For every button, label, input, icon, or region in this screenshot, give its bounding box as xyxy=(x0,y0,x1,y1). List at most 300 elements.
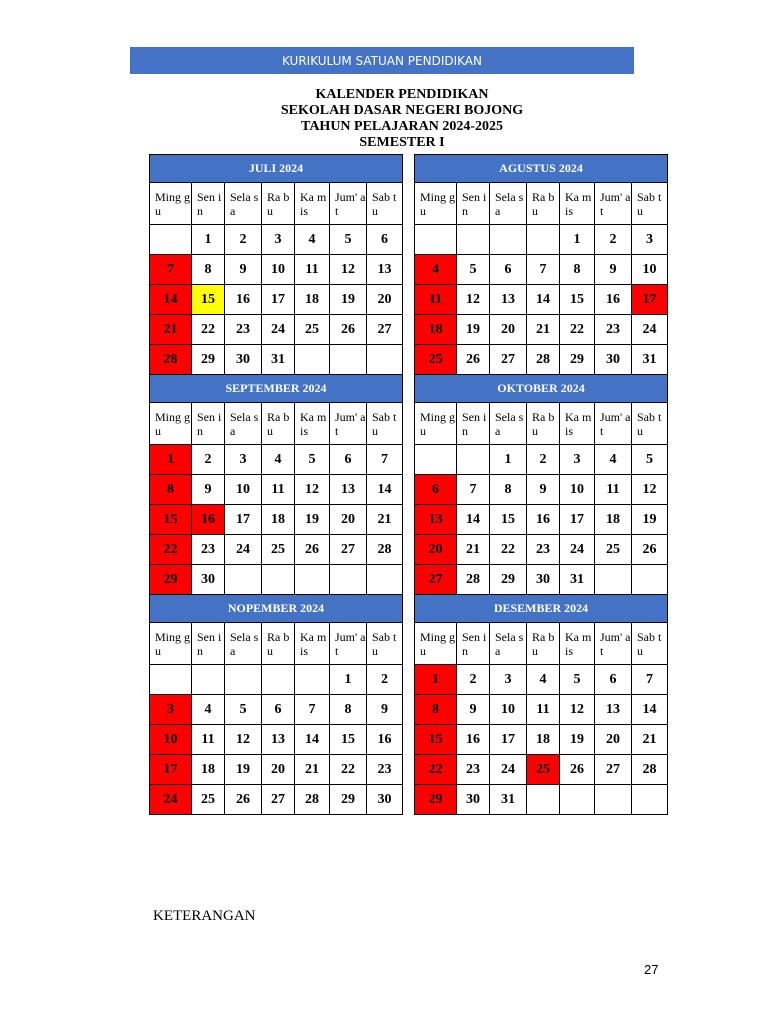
date-cell: 29 xyxy=(330,785,367,815)
date-cell: 2 xyxy=(192,445,225,475)
date-cell: 20 xyxy=(415,535,457,565)
week-row xyxy=(415,285,668,315)
date-cell: 29 xyxy=(490,565,527,595)
weekday-label: Sab tu xyxy=(367,403,403,445)
weekday-label: Ming gu xyxy=(150,183,192,225)
date-cell xyxy=(225,665,262,695)
date-cell: 3 xyxy=(632,225,668,255)
date-cell: 27 xyxy=(262,785,295,815)
date-cell: 7 xyxy=(150,255,192,285)
date-cell: 16 xyxy=(595,285,632,315)
weekday-label: Sen in xyxy=(192,403,225,445)
week-row xyxy=(150,445,403,475)
date-cell: 28 xyxy=(295,785,330,815)
date-cell: 30 xyxy=(225,345,262,375)
date-cell: 30 xyxy=(457,785,490,815)
weekday-label: Ming gu xyxy=(415,403,457,445)
date-cell: 14 xyxy=(367,475,403,505)
date-cell xyxy=(262,665,295,695)
weekday-label: Jum' at xyxy=(595,403,632,445)
date-cell: 26 xyxy=(330,315,367,345)
date-cell: 2 xyxy=(527,445,560,475)
date-cell: 30 xyxy=(595,345,632,375)
weekday-label: Ra bu xyxy=(527,623,560,665)
week-row xyxy=(150,565,403,595)
date-cell: 14 xyxy=(632,695,668,725)
date-cell: 20 xyxy=(330,505,367,535)
date-cell: 29 xyxy=(150,565,192,595)
date-cell: 16 xyxy=(527,505,560,535)
date-cell: 27 xyxy=(415,565,457,595)
date-cell: 24 xyxy=(262,315,295,345)
date-cell: 26 xyxy=(560,755,595,785)
weekday-label: Ka mis xyxy=(295,403,330,445)
date-cell: 9 xyxy=(225,255,262,285)
date-cell: 21 xyxy=(632,725,668,755)
weekday-label: Sen in xyxy=(457,403,490,445)
weekday-label: Sen in xyxy=(457,623,490,665)
date-cell xyxy=(415,225,457,255)
date-cell: 3 xyxy=(262,225,295,255)
date-cell: 11 xyxy=(595,475,632,505)
date-cell: 23 xyxy=(595,315,632,345)
date-cell: 12 xyxy=(457,285,490,315)
week-row xyxy=(415,665,668,695)
date-cell: 16 xyxy=(225,285,262,315)
date-cell xyxy=(367,345,403,375)
date-cell: 18 xyxy=(295,285,330,315)
date-cell: 2 xyxy=(457,665,490,695)
week-row xyxy=(415,695,668,725)
weekday-label: Sab tu xyxy=(632,403,668,445)
weekday-label: Ra bu xyxy=(527,403,560,445)
date-cell: 24 xyxy=(490,755,527,785)
date-cell xyxy=(415,445,457,475)
week-row xyxy=(150,505,403,535)
week-row xyxy=(415,345,668,375)
date-cell: 1 xyxy=(192,225,225,255)
date-cell: 10 xyxy=(560,475,595,505)
date-cell: 16 xyxy=(367,725,403,755)
weekday-label: Ming gu xyxy=(150,403,192,445)
date-cell xyxy=(150,225,192,255)
date-cell: 5 xyxy=(457,255,490,285)
weekday-label: Ka mis xyxy=(560,403,595,445)
week-row xyxy=(415,535,668,565)
weekday-label: Ra bu xyxy=(527,183,560,225)
date-cell: 24 xyxy=(632,315,668,345)
date-cell: 9 xyxy=(595,255,632,285)
date-cell xyxy=(457,225,490,255)
date-cell: 24 xyxy=(560,535,595,565)
date-cell: 25 xyxy=(527,755,560,785)
date-cell: 8 xyxy=(192,255,225,285)
date-cell: 19 xyxy=(632,505,668,535)
weekday-label: Sela sa xyxy=(490,403,527,445)
week-row xyxy=(150,755,403,785)
weekday-label: Jum' at xyxy=(330,403,367,445)
date-cell: 16 xyxy=(192,505,225,535)
date-cell: 21 xyxy=(457,535,490,565)
date-cell: 22 xyxy=(150,535,192,565)
date-cell: 12 xyxy=(295,475,330,505)
week-row xyxy=(415,565,668,595)
week-row xyxy=(150,725,403,755)
date-cell: 19 xyxy=(560,725,595,755)
date-cell: 17 xyxy=(560,505,595,535)
date-cell: 15 xyxy=(415,725,457,755)
date-cell: 6 xyxy=(415,475,457,505)
weekday-label: Sela sa xyxy=(225,623,262,665)
date-cell: 11 xyxy=(295,255,330,285)
week-row xyxy=(150,255,403,285)
week-row xyxy=(415,505,668,535)
date-cell: 25 xyxy=(295,315,330,345)
month-calendar xyxy=(414,374,668,595)
date-cell: 12 xyxy=(330,255,367,285)
date-cell: 10 xyxy=(632,255,668,285)
date-cell: 6 xyxy=(367,225,403,255)
date-cell: 11 xyxy=(527,695,560,725)
date-cell: 18 xyxy=(415,315,457,345)
date-cell: 30 xyxy=(367,785,403,815)
date-cell: 11 xyxy=(262,475,295,505)
date-cell: 5 xyxy=(295,445,330,475)
week-row xyxy=(150,315,403,345)
date-cell: 28 xyxy=(457,565,490,595)
date-cell: 29 xyxy=(415,785,457,815)
week-row xyxy=(415,475,668,505)
date-cell xyxy=(367,565,403,595)
date-cell: 9 xyxy=(367,695,403,725)
date-cell: 23 xyxy=(367,755,403,785)
date-cell: 7 xyxy=(367,445,403,475)
week-row xyxy=(150,285,403,315)
date-cell: 19 xyxy=(295,505,330,535)
date-cell: 14 xyxy=(295,725,330,755)
month-title: DESEMBER 2024 xyxy=(415,595,668,623)
date-cell: 19 xyxy=(330,285,367,315)
date-cell xyxy=(632,785,668,815)
date-cell: 30 xyxy=(192,565,225,595)
date-cell: 13 xyxy=(415,505,457,535)
date-cell: 25 xyxy=(192,785,225,815)
date-cell: 1 xyxy=(560,225,595,255)
date-cell: 3 xyxy=(225,445,262,475)
month-title: OKTOBER 2024 xyxy=(415,375,668,403)
date-cell: 23 xyxy=(457,755,490,785)
date-cell: 4 xyxy=(595,445,632,475)
weekday-label: Ra bu xyxy=(262,403,295,445)
date-cell: 29 xyxy=(192,345,225,375)
date-cell: 4 xyxy=(192,695,225,725)
date-cell: 27 xyxy=(595,755,632,785)
week-row xyxy=(150,695,403,725)
date-cell xyxy=(560,785,595,815)
weekday-label: Sab tu xyxy=(632,623,668,665)
weekday-label: Ka mis xyxy=(560,183,595,225)
weekday-label: Jum' at xyxy=(330,183,367,225)
week-row xyxy=(415,785,668,815)
date-cell xyxy=(490,225,527,255)
month-title: NOPEMBER 2024 xyxy=(150,595,403,623)
weekday-label: Sab tu xyxy=(632,183,668,225)
date-cell: 7 xyxy=(457,475,490,505)
weekday-label: Jum' at xyxy=(330,623,367,665)
date-cell: 5 xyxy=(225,695,262,725)
date-cell xyxy=(527,785,560,815)
date-cell: 30 xyxy=(527,565,560,595)
week-row xyxy=(415,445,668,475)
date-cell: 31 xyxy=(560,565,595,595)
date-cell: 1 xyxy=(490,445,527,475)
date-cell: 18 xyxy=(192,755,225,785)
date-cell: 26 xyxy=(295,535,330,565)
weekday-label: Ka mis xyxy=(560,623,595,665)
date-cell: 23 xyxy=(225,315,262,345)
date-cell: 13 xyxy=(595,695,632,725)
date-cell: 7 xyxy=(527,255,560,285)
week-row xyxy=(415,225,668,255)
year-line: TAHUN PELAJARAN 2024-2025 xyxy=(301,119,503,134)
weekday-label: Ka mis xyxy=(295,183,330,225)
date-cell: 10 xyxy=(262,255,295,285)
header-banner: KURIKULUM SATUAN PENDIDIKAN xyxy=(130,47,634,74)
date-cell: 9 xyxy=(457,695,490,725)
weekday-label: Jum' at xyxy=(595,183,632,225)
date-cell: 5 xyxy=(632,445,668,475)
title-line: KALENDER PENDIDIKAN xyxy=(315,87,489,102)
date-cell xyxy=(262,565,295,595)
date-cell: 23 xyxy=(527,535,560,565)
date-cell: 21 xyxy=(367,505,403,535)
week-row xyxy=(150,475,403,505)
date-cell: 20 xyxy=(367,285,403,315)
weekday-label: Sen in xyxy=(457,183,490,225)
school-line: SEKOLAH DASAR NEGERI BOJONG xyxy=(280,103,524,118)
date-cell xyxy=(527,225,560,255)
date-cell: 19 xyxy=(457,315,490,345)
date-cell: 28 xyxy=(632,755,668,785)
week-row xyxy=(415,755,668,785)
date-cell: 15 xyxy=(192,285,225,315)
week-row xyxy=(415,315,668,345)
date-cell: 6 xyxy=(330,445,367,475)
date-cell: 13 xyxy=(367,255,403,285)
weekday-label: Ming gu xyxy=(150,623,192,665)
weekday-label: Sela sa xyxy=(490,183,527,225)
date-cell: 15 xyxy=(150,505,192,535)
date-cell: 6 xyxy=(262,695,295,725)
date-cell: 28 xyxy=(367,535,403,565)
date-cell: 31 xyxy=(262,345,295,375)
date-cell: 6 xyxy=(595,665,632,695)
date-cell: 8 xyxy=(490,475,527,505)
page-number: 27 xyxy=(644,962,659,977)
date-cell: 22 xyxy=(415,755,457,785)
date-cell: 26 xyxy=(457,345,490,375)
date-cell: 24 xyxy=(150,785,192,815)
date-cell xyxy=(595,785,632,815)
date-cell: 31 xyxy=(632,345,668,375)
date-cell: 26 xyxy=(225,785,262,815)
date-cell: 17 xyxy=(262,285,295,315)
date-cell: 28 xyxy=(150,345,192,375)
keterangan-label: KETERANGAN xyxy=(153,908,256,924)
weekday-label: Ra bu xyxy=(262,623,295,665)
date-cell xyxy=(150,665,192,695)
date-cell: 18 xyxy=(595,505,632,535)
date-cell: 20 xyxy=(490,315,527,345)
date-cell: 23 xyxy=(192,535,225,565)
date-cell: 4 xyxy=(527,665,560,695)
week-row xyxy=(150,665,403,695)
week-row xyxy=(415,725,668,755)
date-cell: 14 xyxy=(457,505,490,535)
date-cell: 9 xyxy=(527,475,560,505)
date-cell: 24 xyxy=(225,535,262,565)
date-cell: 10 xyxy=(225,475,262,505)
date-cell: 26 xyxy=(632,535,668,565)
date-cell: 16 xyxy=(457,725,490,755)
week-row xyxy=(415,255,668,285)
semester-line: SEMESTER I xyxy=(359,135,445,150)
date-cell: 20 xyxy=(595,725,632,755)
date-cell: 18 xyxy=(262,505,295,535)
date-cell: 8 xyxy=(150,475,192,505)
week-row xyxy=(150,345,403,375)
date-cell: 8 xyxy=(560,255,595,285)
date-cell: 6 xyxy=(490,255,527,285)
month-calendar xyxy=(149,374,403,595)
date-cell: 27 xyxy=(367,315,403,345)
date-cell: 3 xyxy=(150,695,192,725)
weekday-label: Ming gu xyxy=(415,183,457,225)
date-cell: 22 xyxy=(192,315,225,345)
date-cell: 4 xyxy=(415,255,457,285)
weekday-label: Sen in xyxy=(192,183,225,225)
week-row xyxy=(150,225,403,255)
date-cell xyxy=(295,565,330,595)
weekday-label: Sen in xyxy=(192,623,225,665)
date-cell: 11 xyxy=(192,725,225,755)
date-cell: 25 xyxy=(415,345,457,375)
date-cell: 13 xyxy=(330,475,367,505)
date-cell: 15 xyxy=(330,725,367,755)
weekday-label: Sela sa xyxy=(225,403,262,445)
date-cell: 17 xyxy=(632,285,668,315)
date-cell: 4 xyxy=(262,445,295,475)
month-calendar xyxy=(149,594,403,815)
date-cell: 21 xyxy=(527,315,560,345)
date-cell: 2 xyxy=(225,225,262,255)
month-calendar xyxy=(414,154,668,375)
date-cell: 10 xyxy=(150,725,192,755)
weekday-label: Sab tu xyxy=(367,623,403,665)
date-cell: 27 xyxy=(330,535,367,565)
date-cell: 10 xyxy=(490,695,527,725)
date-cell: 20 xyxy=(262,755,295,785)
date-cell: 1 xyxy=(330,665,367,695)
month-calendar xyxy=(414,594,668,815)
date-cell xyxy=(632,565,668,595)
date-cell: 25 xyxy=(262,535,295,565)
date-cell xyxy=(295,665,330,695)
date-cell: 25 xyxy=(595,535,632,565)
date-cell: 3 xyxy=(490,665,527,695)
date-cell: 21 xyxy=(150,315,192,345)
date-cell: 12 xyxy=(560,695,595,725)
date-cell: 17 xyxy=(150,755,192,785)
date-cell: 29 xyxy=(560,345,595,375)
date-cell: 14 xyxy=(527,285,560,315)
date-cell xyxy=(457,445,490,475)
date-cell: 12 xyxy=(632,475,668,505)
date-cell: 3 xyxy=(560,445,595,475)
date-cell: 1 xyxy=(415,665,457,695)
date-cell xyxy=(295,345,330,375)
weekday-label: Sela sa xyxy=(490,623,527,665)
date-cell: 1 xyxy=(150,445,192,475)
week-row xyxy=(150,785,403,815)
date-cell xyxy=(330,345,367,375)
date-cell xyxy=(225,565,262,595)
date-cell: 22 xyxy=(490,535,527,565)
date-cell: 27 xyxy=(490,345,527,375)
date-cell xyxy=(192,665,225,695)
date-cell xyxy=(330,565,367,595)
weekday-label: Ra bu xyxy=(262,183,295,225)
date-cell xyxy=(595,565,632,595)
month-title: SEPTEMBER 2024 xyxy=(150,375,403,403)
date-cell: 2 xyxy=(367,665,403,695)
date-cell: 7 xyxy=(632,665,668,695)
date-cell: 21 xyxy=(295,755,330,785)
weekday-label: Ka mis xyxy=(295,623,330,665)
date-cell: 19 xyxy=(225,755,262,785)
date-cell: 8 xyxy=(330,695,367,725)
month-title: JULI 2024 xyxy=(150,155,403,183)
date-cell: 12 xyxy=(225,725,262,755)
date-cell: 18 xyxy=(527,725,560,755)
date-cell: 13 xyxy=(490,285,527,315)
date-cell: 13 xyxy=(262,725,295,755)
date-cell: 5 xyxy=(330,225,367,255)
date-cell: 7 xyxy=(295,695,330,725)
weekday-label: Ming gu xyxy=(415,623,457,665)
date-cell: 17 xyxy=(490,725,527,755)
date-cell: 28 xyxy=(527,345,560,375)
weekday-label: Sab tu xyxy=(367,183,403,225)
date-cell: 4 xyxy=(295,225,330,255)
date-cell: 15 xyxy=(560,285,595,315)
date-cell: 9 xyxy=(192,475,225,505)
month-calendar xyxy=(149,154,403,375)
date-cell: 14 xyxy=(150,285,192,315)
date-cell: 15 xyxy=(490,505,527,535)
date-cell: 22 xyxy=(330,755,367,785)
date-cell: 5 xyxy=(560,665,595,695)
document-titles xyxy=(130,87,674,151)
weekday-label: Sela sa xyxy=(225,183,262,225)
date-cell: 17 xyxy=(225,505,262,535)
week-row xyxy=(150,535,403,565)
date-cell: 2 xyxy=(595,225,632,255)
date-cell: 22 xyxy=(560,315,595,345)
month-title: AGUSTUS 2024 xyxy=(415,155,668,183)
date-cell: 8 xyxy=(415,695,457,725)
date-cell: 11 xyxy=(415,285,457,315)
